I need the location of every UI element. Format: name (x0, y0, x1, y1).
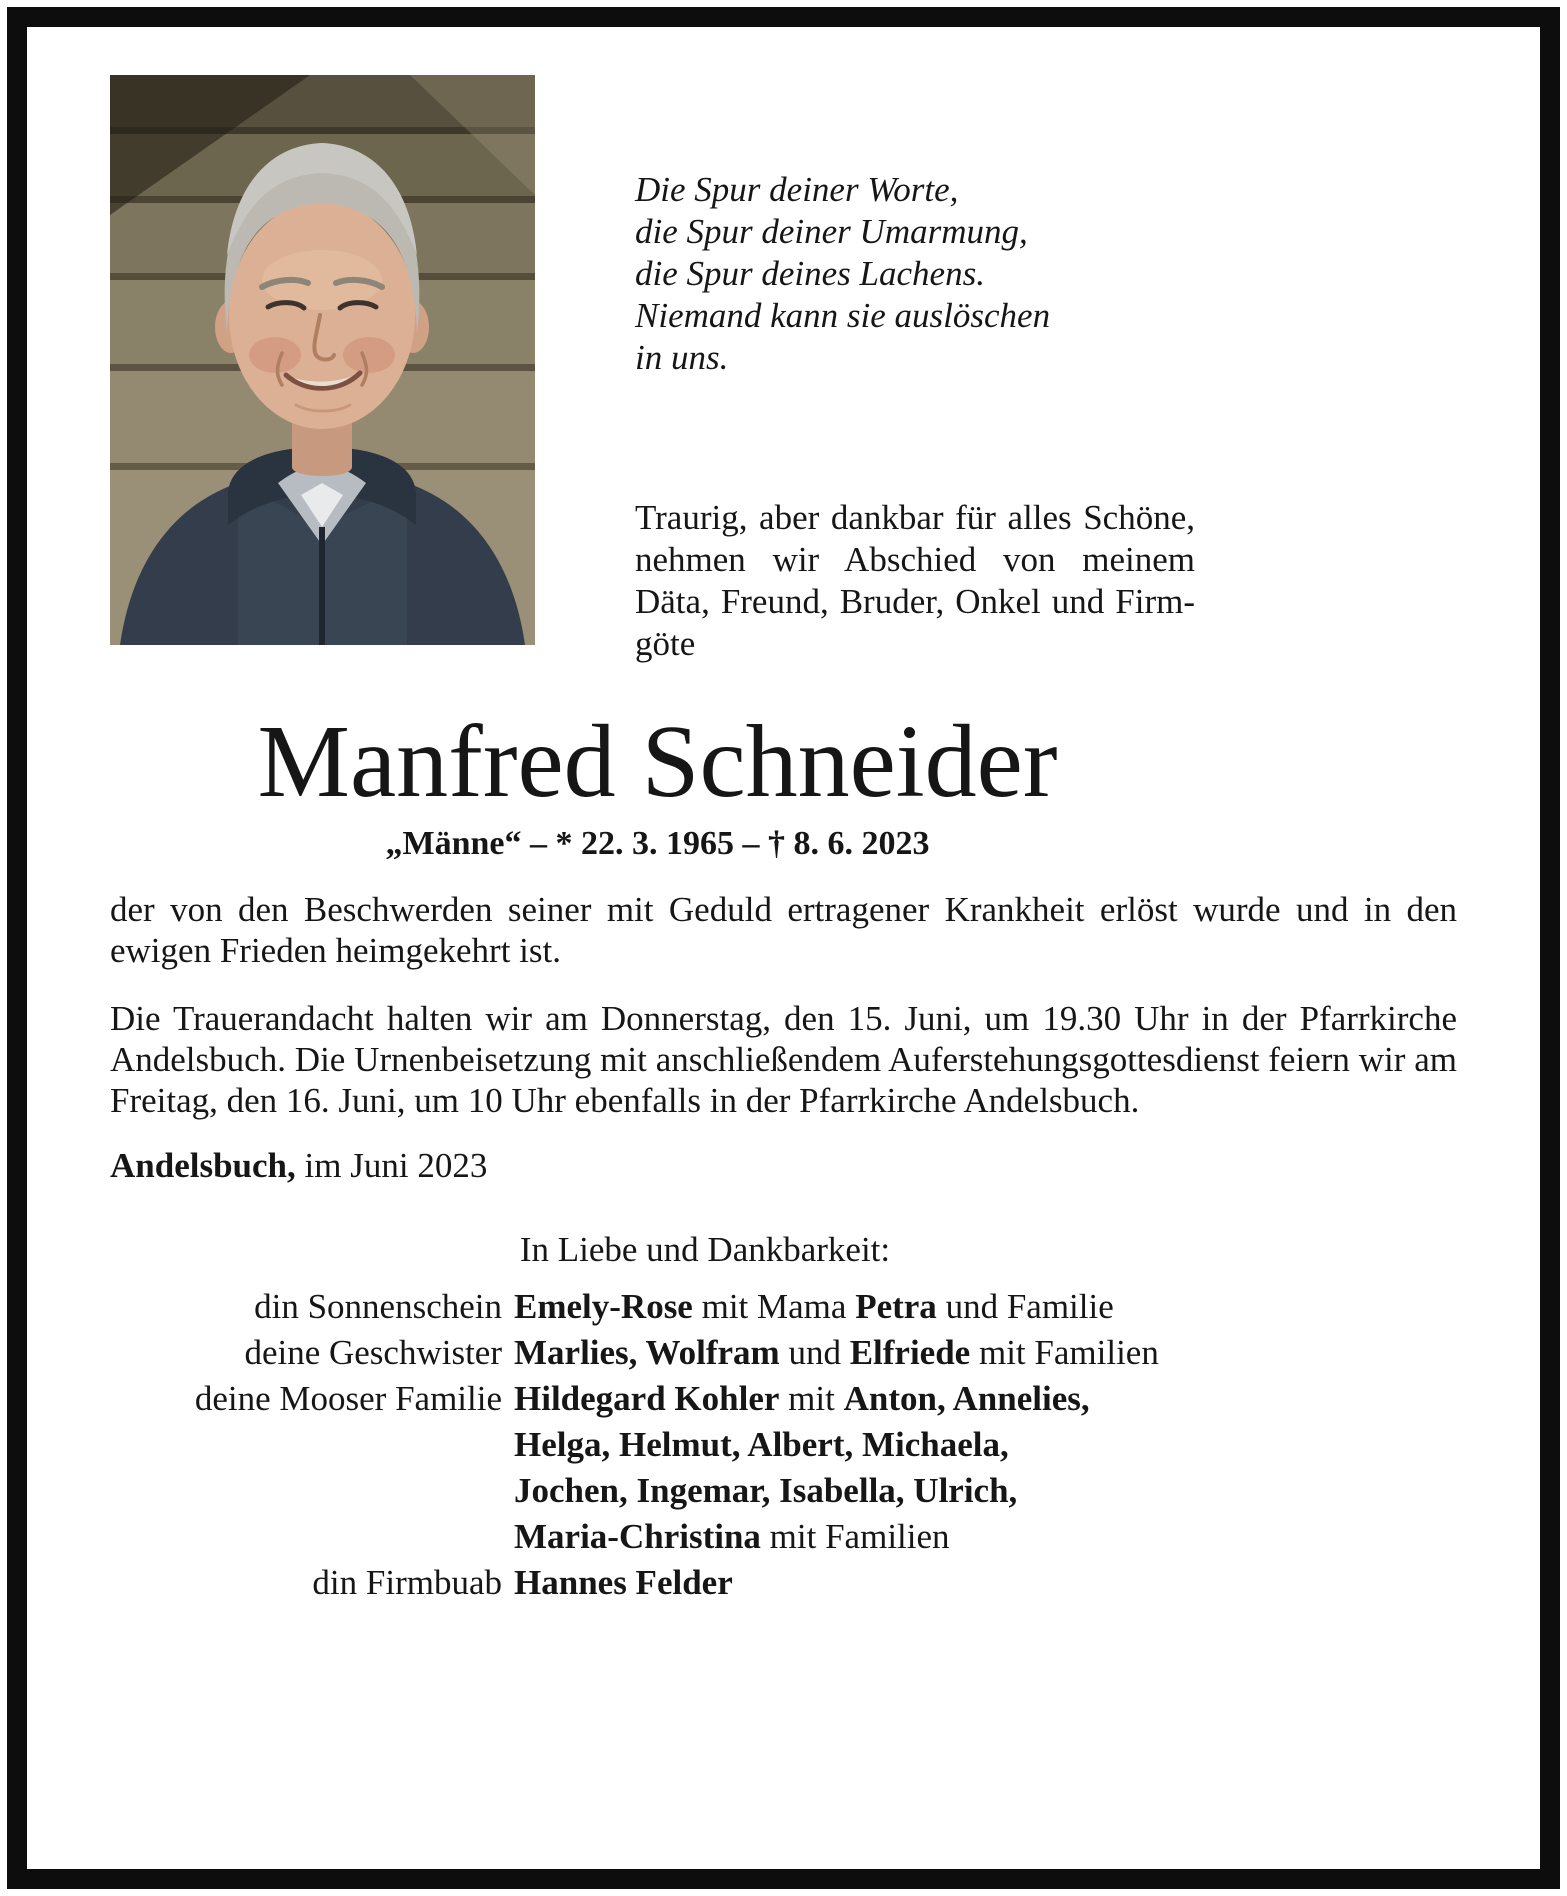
poem-line: die Spur deiner Umarmung, (635, 212, 1028, 251)
family-text: mit Mama (692, 1287, 856, 1327)
family-relation (110, 1468, 502, 1514)
family-relation (110, 1422, 502, 1468)
dateline-date: im Juni 2023 (295, 1146, 488, 1186)
family-name: Marlies, Wolfram (514, 1333, 780, 1373)
family-text: und (779, 1333, 850, 1373)
intro-text: Traurig, aber dankbar für alles Schöne, nehmen wir Abschied von meinem Däta, Freund, Bruder, Onkel und Firmgöte (635, 498, 1195, 663)
right-column (635, 75, 1195, 665)
obituary-page (7, 7, 1560, 1889)
poem-line: die Spur deines Lachens. (635, 254, 985, 293)
poem-line: in uns. (635, 338, 729, 377)
dateline (110, 1145, 1457, 1186)
family-names (514, 1376, 1457, 1422)
family-relation (110, 1514, 502, 1560)
family-text: mit Familien (970, 1333, 1159, 1373)
family-list (110, 1284, 1457, 1606)
poem (635, 169, 1195, 379)
family-name: Hildegard Kohler (514, 1379, 780, 1419)
family-name: Helga, Helmut, Albert, Michaela, (514, 1425, 1009, 1465)
family-name: Emely-Rose (514, 1287, 693, 1327)
family-relation: deine Geschwister (244, 1333, 502, 1373)
family-name: Jochen, Ingemar, Isabella, Ulrich, (514, 1471, 1018, 1511)
portrait-photo (110, 75, 535, 645)
family-text: und Familie (936, 1287, 1114, 1327)
deceased-name: Manfred Schneider (257, 704, 1058, 819)
family-name: Elfriede (849, 1333, 971, 1373)
family-names (514, 1284, 1457, 1330)
header-section (110, 75, 1457, 665)
death-paragraph: der von den Beschwerden seiner mit Geduld ertragener Krankheit erlöst wurde und in den ewigen Frieden heimgekehrt ist. (110, 890, 1457, 971)
family-name: Maria-Christina (514, 1517, 761, 1557)
poem-line: Niemand kann sie auslöschen (635, 296, 1051, 335)
family-names (514, 1560, 1457, 1606)
family-names (514, 1468, 1457, 1514)
service-paragraph: Die Trauerandacht halten wir am Donnerstag, den 15. Juni, um 19.30 Uhr in der Pfarrkirche Andelsbuch. Die Urnenbeisetzung mit anschließendem Auferstehungsgottesdienst feiern wir am Freitag, den 16. Juni, um 10 Uhr ebenfalls in der Pfarrkirche Andelsbuch. (110, 999, 1457, 1121)
family-relation: deine Mooser Familie (194, 1379, 502, 1419)
family-names (514, 1422, 1457, 1468)
family-name: Anton, Annelies, (843, 1379, 1090, 1419)
family-text: mit (779, 1379, 844, 1419)
gratitude-line: In Liebe und Dankbarkeit: (519, 1230, 891, 1270)
family-relation: din Firmbuab (312, 1563, 502, 1603)
name-block (110, 704, 1205, 863)
family-name: Petra (855, 1287, 937, 1327)
poem-line: Die Spur deiner Worte, (635, 170, 959, 209)
family-names (514, 1330, 1457, 1376)
family-name: Hannes Felder (514, 1563, 733, 1603)
life-dates: „Männe“ – * 22. 3. 1965 – † 8. 6. 2023 (385, 825, 930, 863)
family-text: mit Familien (760, 1517, 950, 1557)
family-relation: din Sonnenschein (254, 1287, 502, 1327)
family-names (514, 1514, 1457, 1560)
dateline-place: Andelsbuch, (110, 1146, 296, 1186)
